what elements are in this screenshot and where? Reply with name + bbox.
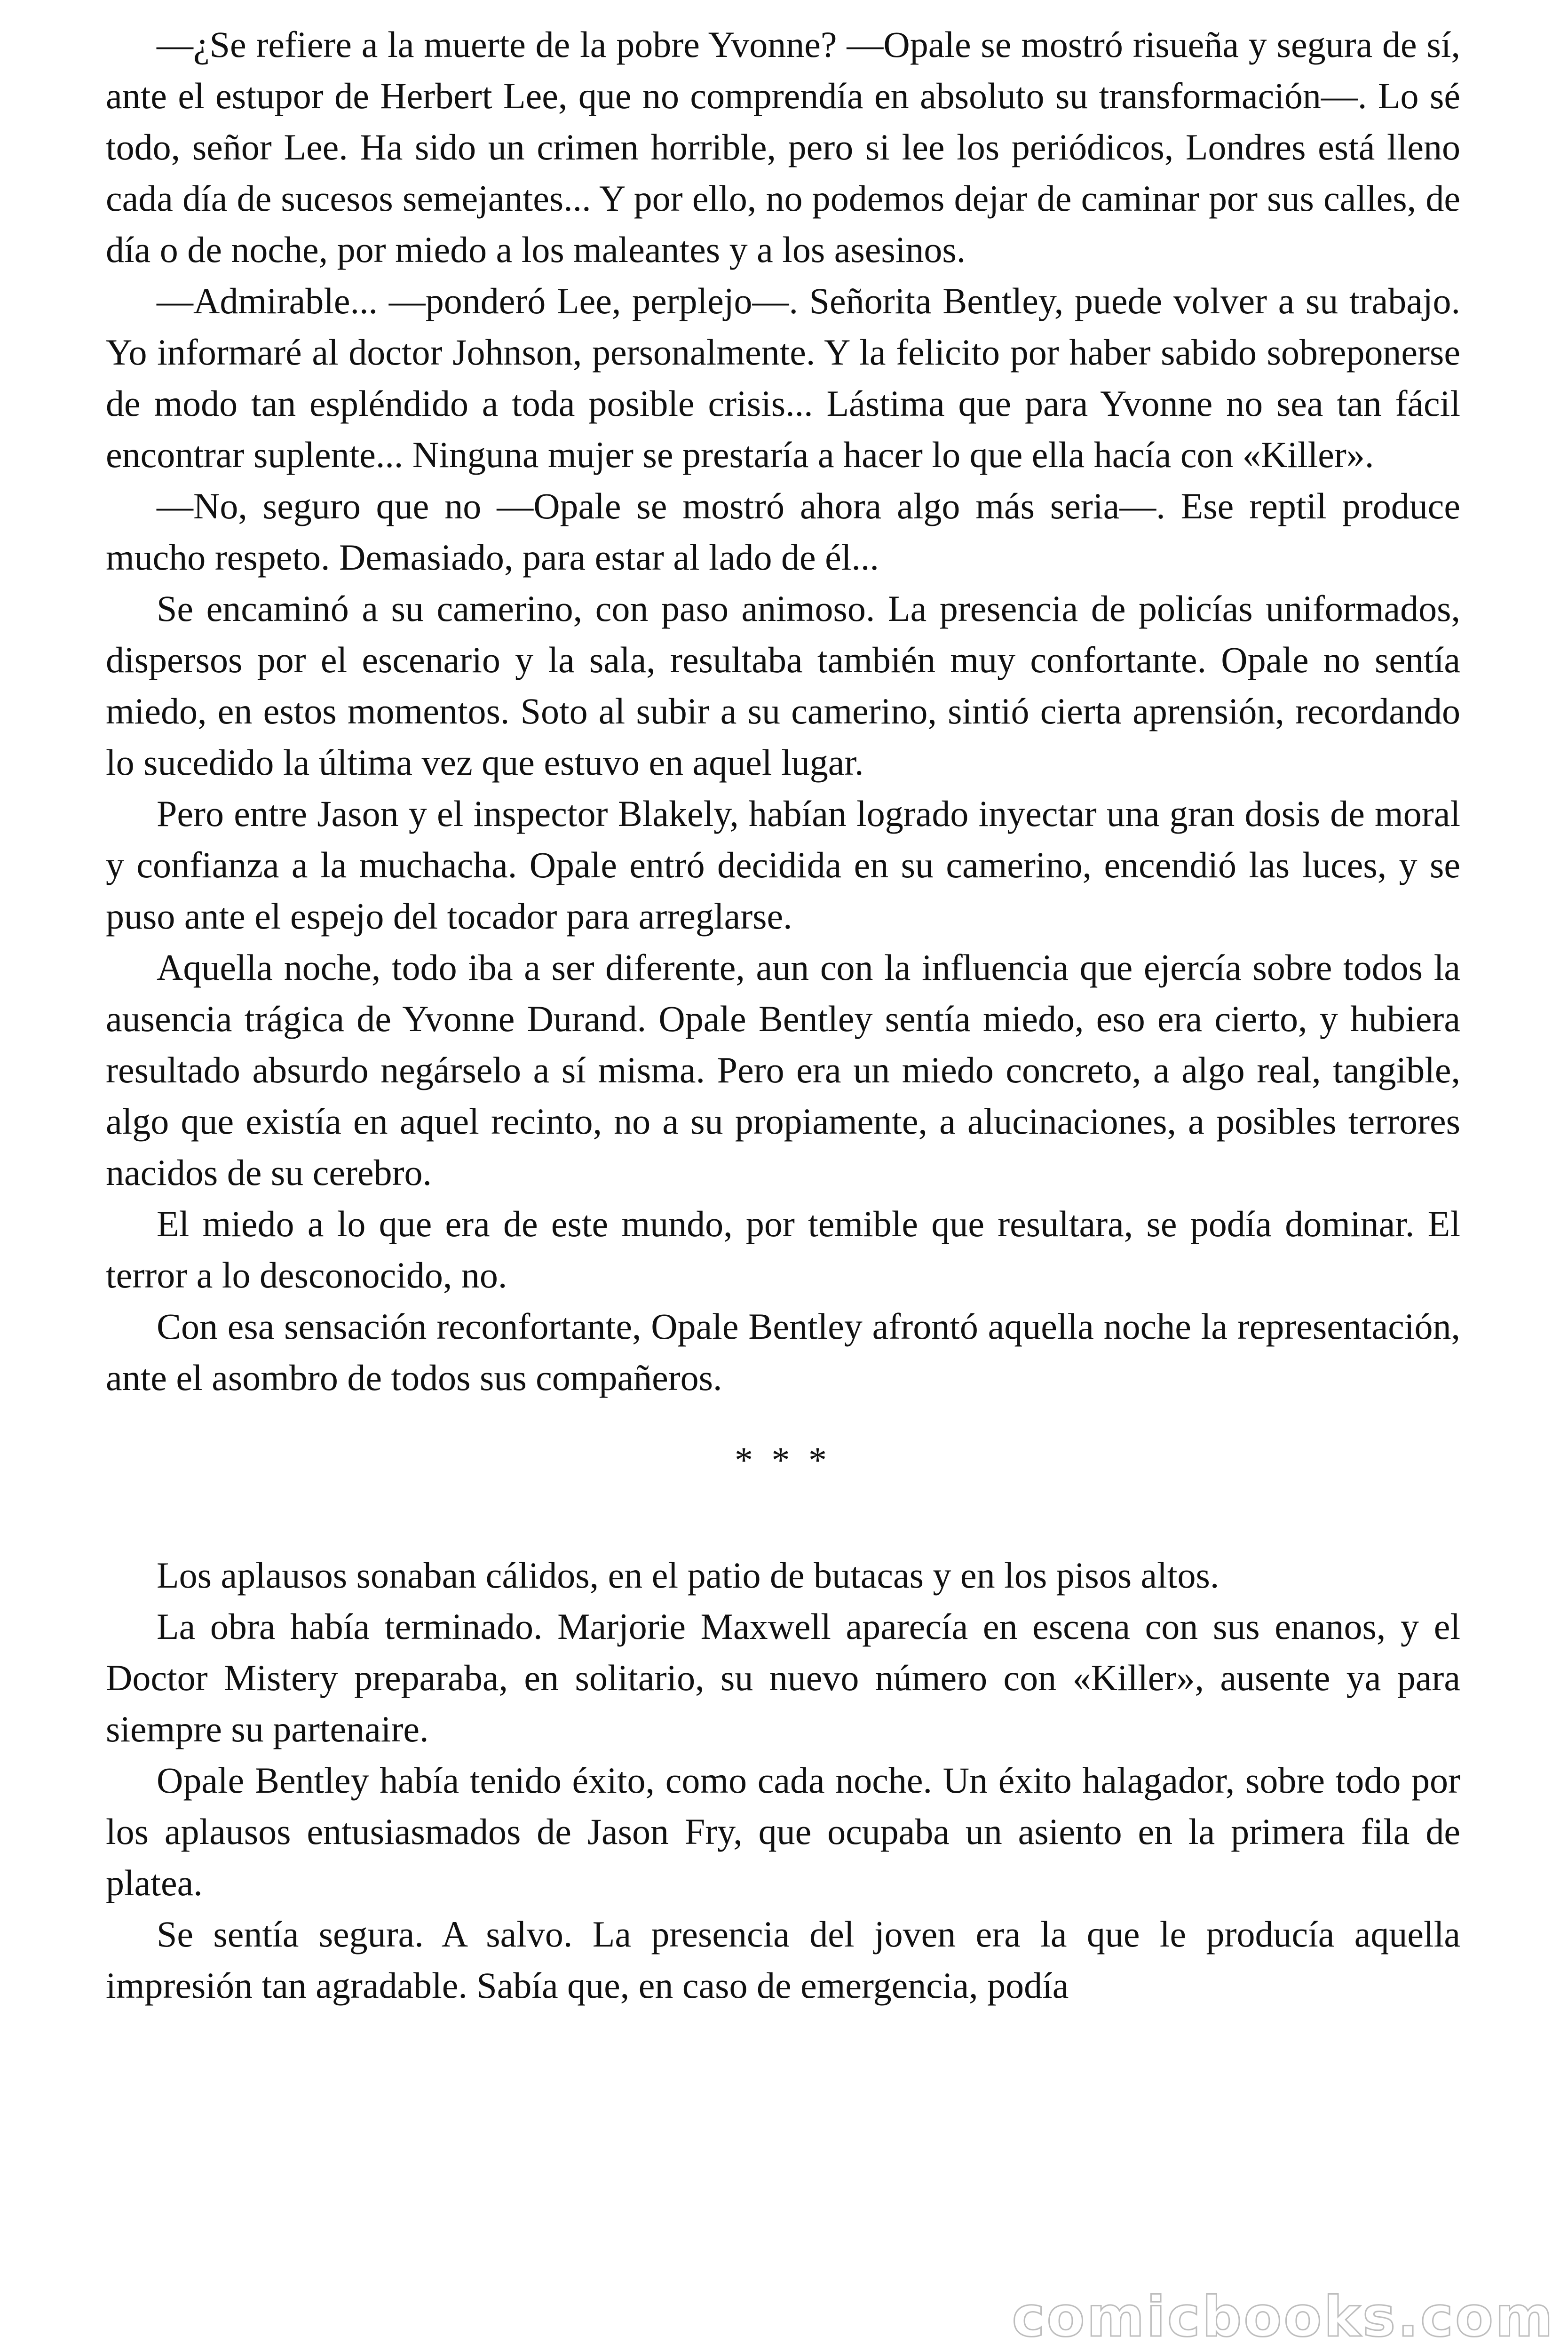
paragraph: —Admirable... —ponderó Lee, perplejo—. Señorita Bentley, puede volver a su trabajo. Yo informaré al doctor Johnson, personalmente. Y la felicito por haber sabido sobreponerse de modo tan espléndido a toda posible crisis... Lástima que para Yvonne no sea tan fácil encontrar suplente... Ninguna mujer se prestaría a hacer lo que ella hacía con «Killer». [106,280,1460,475]
paragraph: Aquella noche, todo iba a ser diferente, aun con la influencia que ejercía sobre todos la ausencia trágica de Yvonne Durand. Opale Bentley sentía miedo, eso era cierto, y hubiera resultado absurdo negárselo a sí misma. Pero era un miedo concreto, a algo real, tangible, algo que existía en aquel recinto, no a su propiamente, a alucinaciones, a posibles terrores nacidos de su cerebro. [106,947,1460,1193]
text-block-after [106,1549,1460,2011]
paragraph: —¿Se refiere a la muerte de la pobre Yvonne? —Opale se mostró risueña y segura de sí, ante el estupor de Herbert Lee, que no comprendía en absoluto su transformación—. Lo sé todo, señor Lee. Ha sido un crimen horrible, pero si lee los periódicos, Londres está lleno cada día de sucesos semejantes... Y por ello, no podemos dejar de caminar por sus calles, de día o de noche, por miedo a los maleantes y a los asesinos. [106,24,1460,270]
paragraph: Se encaminó a su camerino, con paso animoso. La presencia de policías uniformados, dispersos por el escenario y la sala, resultaba también muy confortante. Opale no sentía miedo, en estos momentos. Soto al subir a su camerino, sintió cierta aprensión, recordando lo sucedido la última vez que estuvo en aquel lugar. [106,588,1460,783]
paragraph: Los aplausos sonaban cálidos, en el patio de butacas y en los pisos altos. [157,1555,1220,1596]
paragraph: La obra había terminado. Marjorie Maxwell aparecía en escena con sus enanos, y el Doctor Mistery preparaba, en solitario, su nuevo número con «Killer», ausente ya para siempre su partenaire. [106,1606,1460,1749]
section-separator: * * * [735,1439,832,1480]
text-block-before [106,19,1460,1403]
paragraph: Se sentía segura. A salvo. La presencia del joven era la que le producía aquella impresión tan agradable. Sabía que, en caso de emergencia, podía [106,1914,1460,2006]
watermark-logo: comicbooks.com [1012,2284,1555,2349]
paragraph: Con esa sensación reconfortante, Opale Bentley afrontó aquella noche la representación, ante el asombro de todos sus compañeros. [106,1306,1460,1398]
paragraph: El miedo a lo que era de este mundo, por temible que resultara, se podía dominar. El terror a lo desconocido, no. [106,1203,1460,1295]
paragraph: Pero entre Jason y el inspector Blakely, habían logrado inyectar una gran dosis de moral y confianza a la muchacha. Opale entró decidida en su camerino, encendió las luces, y se puso ante el espejo del tocador para arreglarse. [106,793,1460,937]
book-page [106,19,1460,2011]
paragraph: —No, seguro que no —Opale se mostró ahora algo más seria—. Ese reptil produce mucho respeto. Demasiado, para estar al lado de él... [106,485,1460,578]
paragraph: Opale Bentley había tenido éxito, como cada noche. Un éxito halagador, sobre todo por los aplausos entusiasmados de Jason Fry, que ocupaba un asiento en la primera fila de platea. [106,1760,1460,1903]
